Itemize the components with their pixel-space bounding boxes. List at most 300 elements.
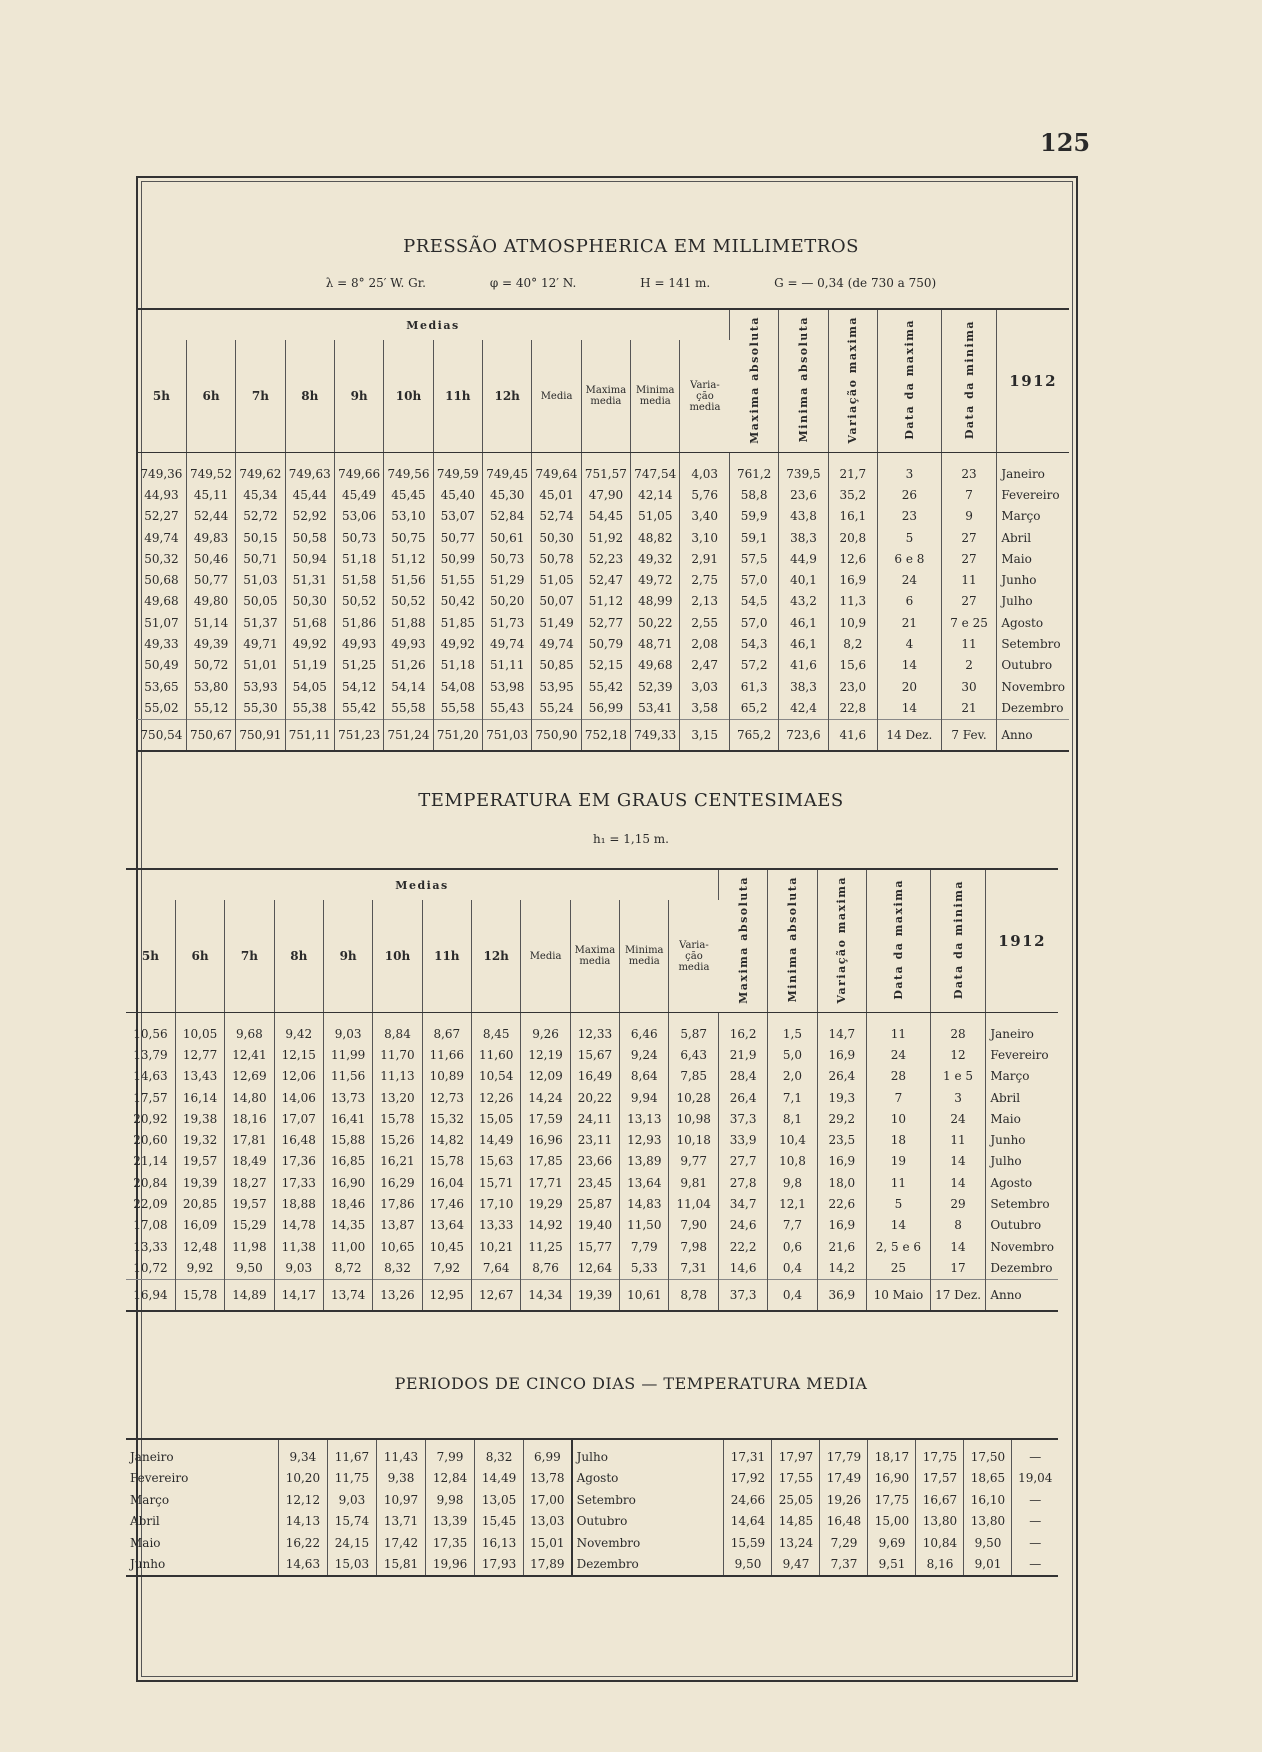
table-cell: 15,26 bbox=[373, 1129, 422, 1150]
table-cell: 16,96 bbox=[521, 1129, 570, 1150]
month-label: Novembro bbox=[1001, 679, 1065, 694]
table-cell: 14 bbox=[878, 655, 942, 676]
table-cell: 761,2 bbox=[729, 463, 778, 484]
table-cell: 51,68 bbox=[285, 612, 334, 633]
table-cell: 12,26 bbox=[472, 1087, 521, 1108]
table-cell: 8 bbox=[930, 1215, 986, 1236]
table-cell: 49,74 bbox=[532, 633, 581, 654]
table-cell: 51,25 bbox=[334, 655, 383, 676]
table-cell: 17,71 bbox=[521, 1172, 570, 1193]
month-label: Fevereiro bbox=[1001, 487, 1060, 502]
table-cell: 749,56 bbox=[384, 463, 433, 484]
table-cell: 12,48 bbox=[175, 1236, 224, 1257]
table-cell: 13,33 bbox=[472, 1215, 521, 1236]
annual-cell: 10,61 bbox=[620, 1279, 669, 1311]
column-header: Maxima media bbox=[570, 900, 619, 1013]
column-header-label: Variação maxima bbox=[846, 315, 860, 444]
table-row bbox=[126, 1511, 1058, 1533]
table-cell: 749,62 bbox=[236, 463, 285, 484]
table-cell: 17,50 bbox=[964, 1439, 1012, 1468]
table-cell: 4 bbox=[878, 633, 942, 654]
table-cell: 14 bbox=[867, 1215, 931, 1236]
table-cell: 51,01 bbox=[236, 655, 285, 676]
table-cell: 50,30 bbox=[285, 591, 334, 612]
table-cell: 45,49 bbox=[334, 484, 383, 505]
table-cell: 12,15 bbox=[274, 1044, 323, 1065]
table-cell: 52,27 bbox=[137, 506, 186, 527]
table-cell: 17,49 bbox=[820, 1468, 868, 1490]
table-cell: 2 bbox=[941, 655, 997, 676]
month-label: Julho bbox=[990, 1154, 1022, 1169]
month-label: Maio bbox=[990, 1111, 1021, 1126]
table-cell: 6 bbox=[878, 591, 942, 612]
table-cell: 51,31 bbox=[285, 569, 334, 590]
table-cell: 51,14 bbox=[186, 612, 235, 633]
table-cell: 10,54 bbox=[472, 1066, 521, 1087]
column-header-label: Variação maxima bbox=[835, 875, 849, 1004]
table-row bbox=[126, 1215, 1058, 1236]
month-label: Outubro bbox=[572, 1511, 724, 1533]
table-cell: 9,03 bbox=[274, 1257, 323, 1279]
table-cell: 27 bbox=[941, 527, 997, 548]
table-row bbox=[126, 1023, 1058, 1044]
table-cell: 50,42 bbox=[433, 591, 482, 612]
table-cell: 22,6 bbox=[817, 1193, 866, 1214]
table-cell: 52,84 bbox=[483, 506, 532, 527]
table-cell: 27,7 bbox=[718, 1151, 767, 1172]
table-cell: 14,2 bbox=[817, 1257, 866, 1279]
table-cell: 9,38 bbox=[376, 1468, 425, 1490]
table-cell: 15,03 bbox=[327, 1554, 376, 1577]
table-cell: 21 bbox=[878, 612, 942, 633]
annual-label: Anno bbox=[997, 719, 1069, 751]
table-cell: 50,22 bbox=[631, 612, 680, 633]
column-header: 1912 bbox=[986, 869, 1058, 1013]
table-cell: 54,45 bbox=[581, 506, 630, 527]
annual-cell: 751,20 bbox=[433, 719, 482, 751]
table-cell: 50,52 bbox=[334, 591, 383, 612]
table-cell: 17,86 bbox=[373, 1193, 422, 1214]
table-cell: 16,1 bbox=[828, 506, 877, 527]
table-row bbox=[126, 1489, 1058, 1511]
table-cell: 10,72 bbox=[126, 1257, 175, 1279]
column-header bbox=[828, 309, 877, 453]
table-cell: 8,76 bbox=[521, 1257, 570, 1279]
table-cell: 14,6 bbox=[718, 1257, 767, 1279]
table-cell: 50,71 bbox=[236, 548, 285, 569]
column-header: Varia-ção media bbox=[669, 900, 718, 1013]
month-label: Março bbox=[1001, 509, 1041, 524]
table-cell: 42,4 bbox=[779, 697, 828, 719]
table-row bbox=[137, 506, 1069, 527]
month-label: Janeiro bbox=[126, 1439, 278, 1468]
table-cell: 12,09 bbox=[521, 1066, 570, 1087]
table-cell: 16,2 bbox=[718, 1023, 767, 1044]
table-cell: 17,08 bbox=[126, 1215, 175, 1236]
table-cell: 23 bbox=[878, 506, 942, 527]
annual-cell: 17 Dez. bbox=[930, 1279, 986, 1311]
table-cell: 17,89 bbox=[524, 1554, 572, 1577]
table-cell: 8,2 bbox=[828, 633, 877, 654]
table-cell: 13,20 bbox=[373, 1087, 422, 1108]
table-cell: 34,7 bbox=[718, 1193, 767, 1214]
table-row bbox=[126, 1236, 1058, 1257]
table-cell: 16,67 bbox=[916, 1489, 964, 1511]
table-cell: 3,03 bbox=[680, 676, 729, 697]
annual-cell: 14,89 bbox=[225, 1279, 274, 1311]
table-cell: 8,45 bbox=[472, 1023, 521, 1044]
month-label: Maio bbox=[1001, 551, 1032, 566]
column-header bbox=[817, 869, 866, 1013]
month-label: Abril bbox=[990, 1090, 1021, 1105]
table-cell: 40,1 bbox=[779, 569, 828, 590]
table-cell: 51,55 bbox=[433, 569, 482, 590]
column-header-label: Minima absoluta bbox=[796, 316, 810, 443]
table-cell: 749,52 bbox=[186, 463, 235, 484]
param-height: h₁ = 1,15 m. bbox=[593, 832, 669, 846]
table-cell: 12,19 bbox=[521, 1044, 570, 1065]
annual-cell: 751,24 bbox=[384, 719, 433, 751]
table-cell: 50,15 bbox=[236, 527, 285, 548]
table-cell: 11,13 bbox=[373, 1066, 422, 1087]
table-cell: 49,71 bbox=[236, 633, 285, 654]
table-cell: 49,92 bbox=[433, 633, 482, 654]
table-cell: 55,58 bbox=[433, 697, 482, 719]
column-header: 10h bbox=[384, 340, 433, 453]
table-cell: 43,2 bbox=[779, 591, 828, 612]
table-cell: 14,92 bbox=[521, 1215, 570, 1236]
table-cell: 54,12 bbox=[334, 676, 383, 697]
table-cell: — bbox=[1029, 1449, 1042, 1464]
table-row bbox=[126, 1439, 1058, 1468]
table-cell: 28 bbox=[867, 1066, 931, 1087]
table-cell: 14,7 bbox=[817, 1023, 866, 1044]
table-cell: 9,69 bbox=[868, 1532, 916, 1554]
table-cell: 17,35 bbox=[426, 1532, 475, 1554]
table-cell: 50,07 bbox=[532, 591, 581, 612]
table-cell: 17,55 bbox=[772, 1468, 820, 1490]
table-cell: 2,91 bbox=[680, 548, 729, 569]
annual-cell: 36,9 bbox=[817, 1279, 866, 1311]
table-cell: 49,92 bbox=[285, 633, 334, 654]
annual-cell: 8,78 bbox=[669, 1279, 718, 1311]
annual-cell: 14 Dez. bbox=[878, 719, 942, 751]
table-cell: 53,98 bbox=[483, 676, 532, 697]
table-cell: 16,9 bbox=[817, 1044, 866, 1065]
table-cell: 7,79 bbox=[620, 1236, 669, 1257]
month-label: Setembro bbox=[572, 1489, 724, 1511]
table-cell: 15,29 bbox=[225, 1215, 274, 1236]
table-cell: 45,44 bbox=[285, 484, 334, 505]
table-cell: 51,56 bbox=[384, 569, 433, 590]
table-cell: 10 bbox=[867, 1108, 931, 1129]
annual-cell: 765,2 bbox=[729, 719, 778, 751]
table-cell: 20,84 bbox=[126, 1172, 175, 1193]
month-label: Agosto bbox=[1001, 615, 1044, 630]
annual-cell: 19,39 bbox=[570, 1279, 619, 1311]
table-cell: 9,94 bbox=[620, 1087, 669, 1108]
table-cell: 55,42 bbox=[581, 676, 630, 697]
table-cell: 749,36 bbox=[137, 463, 186, 484]
table-cell: 49,83 bbox=[186, 527, 235, 548]
table-cell: 44,93 bbox=[137, 484, 186, 505]
table-cell: 16,14 bbox=[175, 1087, 224, 1108]
annual-cell: 751,23 bbox=[334, 719, 383, 751]
table-cell: 11,56 bbox=[323, 1066, 372, 1087]
temperature-params bbox=[0, 832, 1262, 846]
periods-table bbox=[126, 1438, 1058, 1577]
table-cell: 2,55 bbox=[680, 612, 729, 633]
table-cell: 9,50 bbox=[964, 1532, 1012, 1554]
table-cell: 16,21 bbox=[373, 1151, 422, 1172]
table-cell: 16,9 bbox=[817, 1215, 866, 1236]
column-header bbox=[867, 869, 931, 1013]
table-cell: 25 bbox=[867, 1257, 931, 1279]
table-cell: 15,63 bbox=[472, 1151, 521, 1172]
table-cell: 13,24 bbox=[772, 1532, 820, 1554]
table-cell: 22,8 bbox=[828, 697, 877, 719]
table-cell: 15,88 bbox=[323, 1129, 372, 1150]
table-cell: 15,6 bbox=[828, 655, 877, 676]
table-cell: 9,50 bbox=[225, 1257, 274, 1279]
column-header bbox=[768, 869, 817, 1013]
table-cell: 19,96 bbox=[426, 1554, 475, 1577]
table-cell: 10,65 bbox=[373, 1236, 422, 1257]
table-cell: 50,78 bbox=[532, 548, 581, 569]
table-cell: 51,49 bbox=[532, 612, 581, 633]
month-label: Agosto bbox=[990, 1175, 1033, 1190]
table-cell: 13,05 bbox=[475, 1489, 524, 1511]
table-cell: 7,92 bbox=[422, 1257, 471, 1279]
table-cell: 51,12 bbox=[581, 591, 630, 612]
table-cell: 8,32 bbox=[475, 1439, 524, 1468]
table-cell: 17,75 bbox=[868, 1489, 916, 1511]
table-cell: 16,85 bbox=[323, 1151, 372, 1172]
table-cell: 5 bbox=[878, 527, 942, 548]
column-header: 9h bbox=[323, 900, 372, 1013]
table-cell: 9,26 bbox=[521, 1023, 570, 1044]
month-label: Julho bbox=[572, 1439, 724, 1468]
table-cell: 3,58 bbox=[680, 697, 729, 719]
table-cell: 10,8 bbox=[768, 1151, 817, 1172]
table-cell: 12,12 bbox=[278, 1489, 327, 1511]
annual-cell: 3,15 bbox=[680, 719, 729, 751]
table-cell: 11,25 bbox=[521, 1236, 570, 1257]
table-cell: 9,92 bbox=[175, 1257, 224, 1279]
table-cell: 9,42 bbox=[274, 1023, 323, 1044]
table-cell: 5,33 bbox=[620, 1257, 669, 1279]
table-cell: 14 bbox=[878, 697, 942, 719]
table-cell: 51,12 bbox=[384, 548, 433, 569]
table-cell: 48,99 bbox=[631, 591, 680, 612]
table-cell: 65,2 bbox=[729, 697, 778, 719]
column-header: 7h bbox=[236, 340, 285, 453]
table-cell: 5 bbox=[867, 1193, 931, 1214]
table-row bbox=[126, 1172, 1058, 1193]
table-cell: 55,58 bbox=[384, 697, 433, 719]
table-cell: 2,47 bbox=[680, 655, 729, 676]
table-row bbox=[126, 1151, 1058, 1172]
table-cell: 20,85 bbox=[175, 1193, 224, 1214]
table-cell: 11,04 bbox=[669, 1193, 718, 1214]
column-header: Maxima media bbox=[581, 340, 630, 453]
table-cell: 9,68 bbox=[225, 1023, 274, 1044]
table-cell: 14,63 bbox=[126, 1066, 175, 1087]
table-cell: 24 bbox=[930, 1108, 986, 1129]
table-cell: 55,24 bbox=[532, 697, 581, 719]
table-cell: 16,41 bbox=[323, 1108, 372, 1129]
table-cell: 10,9 bbox=[828, 612, 877, 633]
month-label: Abril bbox=[126, 1511, 278, 1533]
table-cell: 17,59 bbox=[521, 1108, 570, 1129]
annual-cell: 751,03 bbox=[483, 719, 532, 751]
month-label: Abril bbox=[1001, 530, 1032, 545]
table-cell: 52,15 bbox=[581, 655, 630, 676]
table-cell: 14 bbox=[930, 1172, 986, 1193]
table-cell: 50,61 bbox=[483, 527, 532, 548]
table-cell: 50,05 bbox=[236, 591, 285, 612]
table-cell: 43,8 bbox=[779, 506, 828, 527]
table-cell: 7,7 bbox=[768, 1215, 817, 1236]
table-cell: 58,8 bbox=[729, 484, 778, 505]
table-cell: 14,63 bbox=[278, 1554, 327, 1577]
table-cell: 19,39 bbox=[175, 1172, 224, 1193]
table-cell: 42,14 bbox=[631, 484, 680, 505]
table-cell: 50,77 bbox=[186, 569, 235, 590]
table-row bbox=[137, 697, 1069, 719]
table-cell: 44,9 bbox=[779, 548, 828, 569]
annual-cell: 723,6 bbox=[779, 719, 828, 751]
annual-cell: 12,67 bbox=[472, 1279, 521, 1311]
table-cell: 11,66 bbox=[422, 1044, 471, 1065]
table-cell: 19,3 bbox=[817, 1087, 866, 1108]
table-cell: 30 bbox=[941, 676, 997, 697]
table-cell: 2, 5 e 6 bbox=[867, 1236, 931, 1257]
table-cell: 50,46 bbox=[186, 548, 235, 569]
table-cell: 49,74 bbox=[137, 527, 186, 548]
table-cell: 6,99 bbox=[524, 1439, 572, 1468]
column-header bbox=[930, 869, 986, 1013]
table-cell: 10,20 bbox=[278, 1468, 327, 1490]
table-row bbox=[126, 1087, 1058, 1108]
column-header: 11h bbox=[433, 340, 482, 453]
table-cell: 15,71 bbox=[472, 1172, 521, 1193]
table-cell: 57,0 bbox=[729, 612, 778, 633]
table-cell: 50,73 bbox=[334, 527, 383, 548]
table-cell: 12,41 bbox=[225, 1044, 274, 1065]
table-cell: 21,9 bbox=[718, 1044, 767, 1065]
table-cell: 14 bbox=[930, 1236, 986, 1257]
table-cell: 20,8 bbox=[828, 527, 877, 548]
table-cell: — bbox=[1029, 1492, 1042, 1507]
table-row bbox=[126, 1066, 1058, 1087]
month-label: Agosto bbox=[572, 1468, 724, 1490]
annual-cell: 37,3 bbox=[718, 1279, 767, 1311]
table-cell: 18,88 bbox=[274, 1193, 323, 1214]
table-cell: 749,66 bbox=[334, 463, 383, 484]
table-cell: 7,99 bbox=[426, 1439, 475, 1468]
table-cell: 12,64 bbox=[570, 1257, 619, 1279]
annual-cell: 750,54 bbox=[137, 719, 186, 751]
column-header: 9h bbox=[334, 340, 383, 453]
table-cell: 5,0 bbox=[768, 1044, 817, 1065]
table-cell: 12,77 bbox=[175, 1044, 224, 1065]
table-cell: 5,87 bbox=[669, 1023, 718, 1044]
table-cell: 49,68 bbox=[631, 655, 680, 676]
table-cell: 10,84 bbox=[916, 1532, 964, 1554]
table-cell: 51,37 bbox=[236, 612, 285, 633]
table-cell: 11,70 bbox=[373, 1044, 422, 1065]
annual-cell: 13,26 bbox=[373, 1279, 422, 1311]
table-row bbox=[137, 484, 1069, 505]
table-cell: 55,02 bbox=[137, 697, 186, 719]
annual-cell: 12,95 bbox=[422, 1279, 471, 1311]
table-cell: 19,57 bbox=[225, 1193, 274, 1214]
column-header bbox=[718, 869, 767, 1013]
table-cell: 59,1 bbox=[729, 527, 778, 548]
table-cell: 26 bbox=[878, 484, 942, 505]
table-cell: 19,29 bbox=[521, 1193, 570, 1214]
table-cell: 9,8 bbox=[768, 1172, 817, 1193]
table-cell: 17,57 bbox=[916, 1468, 964, 1490]
table-cell: 23 bbox=[941, 463, 997, 484]
column-header: 10h bbox=[373, 900, 422, 1013]
table-cell: 12,84 bbox=[426, 1468, 475, 1490]
table-cell: 16,29 bbox=[373, 1172, 422, 1193]
table-cell: 9,50 bbox=[724, 1554, 772, 1577]
table-cell: 21,7 bbox=[828, 463, 877, 484]
table-cell: 18,16 bbox=[225, 1108, 274, 1129]
table-cell: 37,3 bbox=[718, 1108, 767, 1129]
table-cell: 51,86 bbox=[334, 612, 383, 633]
table-cell: 50,58 bbox=[285, 527, 334, 548]
periods-title: PERIODOS DE CINCO DIAS — TEMPERATURA MEDIA bbox=[394, 1374, 868, 1393]
month-label: Novembro bbox=[572, 1532, 724, 1554]
table-cell: 13,13 bbox=[620, 1108, 669, 1129]
table-cell: 38,3 bbox=[779, 676, 828, 697]
table-cell: 14,85 bbox=[772, 1511, 820, 1533]
table-cell: 1 e 5 bbox=[930, 1066, 986, 1087]
table-cell: 11,00 bbox=[323, 1236, 372, 1257]
annual-cell: 41,6 bbox=[828, 719, 877, 751]
table-cell: 17,57 bbox=[126, 1087, 175, 1108]
table-row bbox=[126, 1468, 1058, 1490]
table-cell: 54,05 bbox=[285, 676, 334, 697]
table-cell: 16,90 bbox=[323, 1172, 372, 1193]
param-longitude: λ = 8° 25′ W. Gr. bbox=[325, 276, 426, 290]
annual-cell: 14,34 bbox=[521, 1279, 570, 1311]
table-cell: 16,49 bbox=[570, 1066, 619, 1087]
table-cell: 747,54 bbox=[631, 463, 680, 484]
table-cell: 749,45 bbox=[483, 463, 532, 484]
table-cell: 27 bbox=[941, 591, 997, 612]
table-cell: 49,39 bbox=[186, 633, 235, 654]
table-cell: 51,03 bbox=[236, 569, 285, 590]
table-cell: 53,93 bbox=[236, 676, 285, 697]
month-label: Setembro bbox=[1001, 637, 1061, 652]
table-cell: 14,06 bbox=[274, 1087, 323, 1108]
table-cell: 45,30 bbox=[483, 484, 532, 505]
table-cell: 17,31 bbox=[724, 1439, 772, 1468]
column-header: 6h bbox=[186, 340, 235, 453]
table-cell: 10,4 bbox=[768, 1129, 817, 1150]
table-cell: 50,49 bbox=[137, 655, 186, 676]
table-cell: 13,43 bbox=[175, 1066, 224, 1087]
table-cell: 49,93 bbox=[384, 633, 433, 654]
table-cell: 13,03 bbox=[524, 1511, 572, 1533]
table-cell: 19,04 bbox=[1018, 1471, 1053, 1486]
table-cell: 9,34 bbox=[278, 1439, 327, 1468]
